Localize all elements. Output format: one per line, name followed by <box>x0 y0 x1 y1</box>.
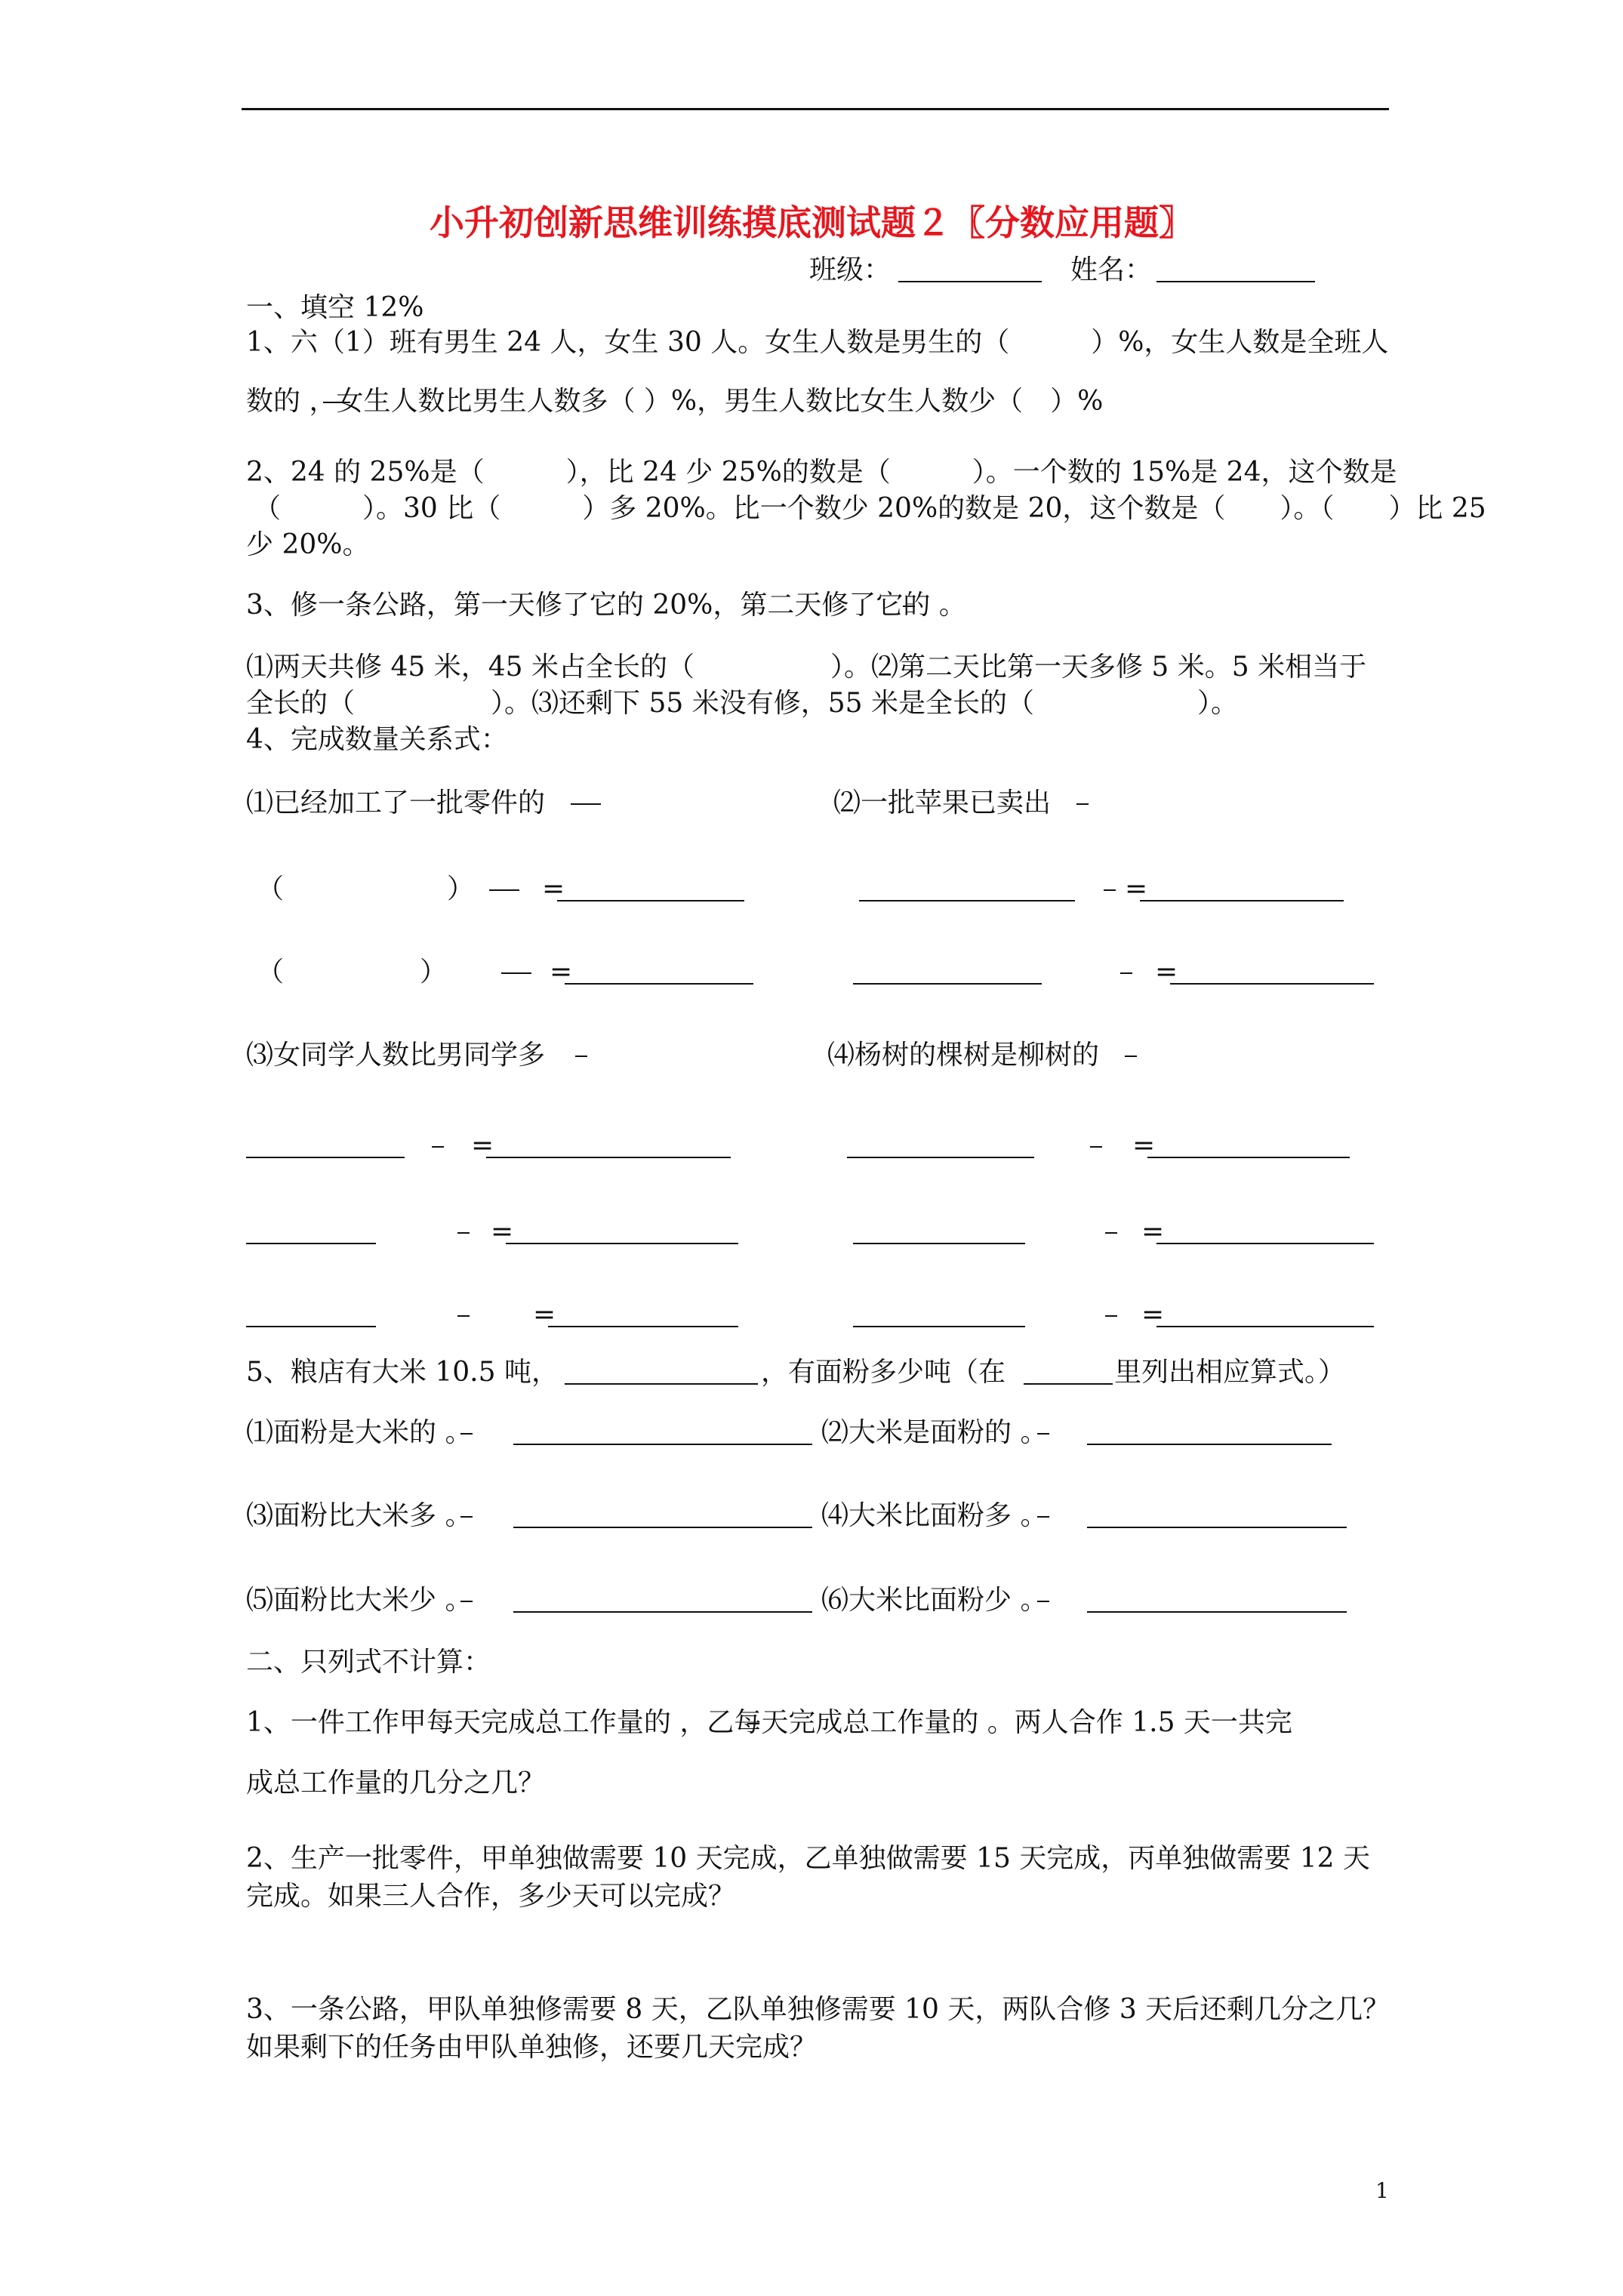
fraction-blank <box>460 1601 473 1602</box>
page-number: 1 <box>1375 2178 1389 2203</box>
fraction-blank <box>457 1232 470 1234</box>
fraction-blank <box>1075 1723 1087 1724</box>
fraction-blank <box>1125 1056 1137 1057</box>
q4-3-label: ⑶女同学人数比男同学多 <box>246 1040 546 1071</box>
fraction-blank <box>1037 1433 1049 1435</box>
fraction-blank <box>1037 1516 1049 1518</box>
equals-sign: = <box>550 957 573 988</box>
answer-blank[interactable] <box>557 900 744 901</box>
equals-sign: = <box>1132 1130 1156 1161</box>
q4-2-label: ⑵一批苹果已卖出 <box>833 787 1052 818</box>
fraction-blank <box>1105 1232 1117 1234</box>
answer-blank[interactable] <box>853 983 1042 985</box>
q5-condition-blank[interactable] <box>565 1383 758 1385</box>
q4-1-label: ⑴已经加工了一批零件的 <box>246 787 546 818</box>
q5-text-c: 里列出相应算式。） <box>1114 1357 1346 1388</box>
answer-blank[interactable] <box>506 1243 738 1244</box>
q5-text-b: ，有面粉多少吨（在 <box>761 1357 1006 1388</box>
answer-blank[interactable] <box>246 1157 405 1158</box>
section-heading-fill-blank: 一、填空 12% <box>246 292 424 323</box>
answer-blank[interactable] <box>1156 1326 1374 1327</box>
answer-blank[interactable] <box>1147 1157 1350 1158</box>
fraction-blank <box>457 1315 470 1317</box>
p2-q3-line1: 3、一条公路，甲队单独修需要 8 天，乙队单独修需要 10 天，两队合修 3 天后还剩几分之几？ <box>246 1994 1390 2025</box>
fraction-blank <box>1105 1315 1117 1317</box>
p2-q1-line1: 1、一件工作甲每天完成总工作量的 ，乙每天完成总工作量的 。两人合作 1.5 天一共完 <box>246 1707 1292 1738</box>
answer-blank[interactable] <box>847 1157 1034 1158</box>
equals-sign: = <box>1141 1299 1165 1330</box>
fraction-blank <box>575 1056 587 1057</box>
fraction-blank <box>460 1516 473 1518</box>
fraction-blank <box>747 1723 759 1724</box>
fraction-blank <box>1120 972 1132 974</box>
answer-blank[interactable] <box>513 1611 812 1613</box>
equals-sign: = <box>533 1299 556 1330</box>
q2-line2: （ ）。30 比（ ）多 20%。比一个数少 20%的数是 20，这个数是（ ）。（ ）比 25 <box>254 493 1486 524</box>
q5-1-label: ⑴面粉是大米的 。 <box>246 1417 473 1448</box>
q4-heading: 4、完成数量关系式： <box>246 724 508 755</box>
fraction-blank <box>1090 1146 1102 1148</box>
name-label: 姓名： <box>1070 254 1153 285</box>
p2-q3-line2: 如果剩下的任务由甲队单独修，还要几天完成？ <box>246 2032 818 2063</box>
answer-blank[interactable] <box>548 1326 738 1327</box>
answer-blank[interactable] <box>513 1527 812 1528</box>
section-heading-list-formula: 二、只列式不计算： <box>246 1647 491 1678</box>
q1-line1: 1、六（1）班有男生 24 人，女生 30 人。女生人数是男生的（ ）%，女生人数是全班人 <box>246 327 1389 358</box>
answer-blank[interactable] <box>1140 900 1344 901</box>
equals-sign: = <box>1125 874 1148 905</box>
fraction-blank <box>501 972 531 974</box>
fraction-blank <box>460 1433 473 1435</box>
q5-inline-blank <box>1024 1383 1113 1385</box>
fraction-blank <box>1104 889 1116 891</box>
answer-blank[interactable] <box>1156 1243 1374 1244</box>
q5-4-label: ⑷大米比面粉多 。 <box>821 1500 1048 1531</box>
answer-blank[interactable] <box>1170 983 1374 985</box>
answer-blank[interactable] <box>853 1326 1025 1327</box>
equals-sign: = <box>1141 1216 1165 1247</box>
q5-text-a: 5、粮店有大米 10.5 吨， <box>246 1357 559 1388</box>
class-label: 班级： <box>809 254 892 285</box>
equals-sign: = <box>1155 957 1178 988</box>
q2-line1: 2、24 的 25%是（ ），比 24 少 25%的数是（ ）。一个数的 15%是 24，这个数是 <box>246 457 1397 488</box>
fraction-blank <box>432 1146 444 1148</box>
answer-blank[interactable] <box>1087 1527 1347 1528</box>
q3-line1: 3、修一条公路，第一天修了它的 20%，第二天修了它的 。 <box>246 590 966 621</box>
answer-blank[interactable] <box>1087 1444 1332 1445</box>
q4-paren-a: （ ） <box>257 874 475 905</box>
fraction-blank <box>1076 803 1089 805</box>
q5-2-label: ⑵大米是面粉的 。 <box>821 1417 1048 1448</box>
q1-line2: 数的 ，女生人数比男生人数多（ ）%，男生人数比女生人数少（ ）% <box>246 386 1104 417</box>
answer-blank[interactable] <box>486 1157 731 1158</box>
page-title: 小升初创新思维训练摸底测试题２〖分数应用题〗 <box>430 202 1193 243</box>
equals-sign: = <box>471 1130 494 1161</box>
answer-blank[interactable] <box>859 900 1075 901</box>
q3-line2: ⑴两天共修 45 米，45 米占全长的（ ）。⑵第二天比第一天多修 5 米。5 米相当于 <box>246 652 1367 683</box>
q5-6-label: ⑹大米比面粉少 。 <box>821 1585 1048 1616</box>
equals-sign: = <box>491 1216 514 1247</box>
fraction-blank <box>323 402 350 403</box>
q4-paren-b: （ ） <box>257 957 448 988</box>
fraction-blank <box>571 803 601 805</box>
p2-q1-line2: 成总工作量的几分之几？ <box>246 1767 546 1798</box>
answer-blank[interactable] <box>853 1243 1025 1244</box>
q5-5-label: ⑸面粉比大米少 。 <box>246 1585 473 1616</box>
answer-blank[interactable] <box>513 1444 812 1445</box>
fraction-blank <box>489 889 519 891</box>
q5-3-label: ⑶面粉比大米多 。 <box>246 1500 473 1531</box>
q3-line3: 全长的（ ）。⑶还剩下 55 米没有修，55 米是全长的（ ）。 <box>246 688 1238 719</box>
q4-4-label: ⑷杨树的棵树是柳树的 <box>827 1040 1100 1071</box>
fraction-blank <box>1037 1601 1049 1602</box>
p2-q2-line2: 完成。如果三人合作，多少天可以完成？ <box>246 1881 736 1912</box>
class-field[interactable] <box>898 281 1042 282</box>
p2-q2-line1: 2、生产一批零件，甲单独做需要 10 天完成，乙单独做需要 15 天完成，丙单独做需要 12 天 <box>246 1843 1370 1874</box>
equals-sign: = <box>542 874 565 905</box>
answer-blank[interactable] <box>1087 1611 1347 1613</box>
name-field[interactable] <box>1156 281 1315 282</box>
answer-blank[interactable] <box>565 983 753 985</box>
header-rule <box>242 108 1389 110</box>
q2-line3: 少 20%。 <box>246 529 370 560</box>
answer-blank[interactable] <box>246 1326 376 1327</box>
answer-blank[interactable] <box>246 1243 376 1244</box>
fraction-blank <box>903 606 915 607</box>
